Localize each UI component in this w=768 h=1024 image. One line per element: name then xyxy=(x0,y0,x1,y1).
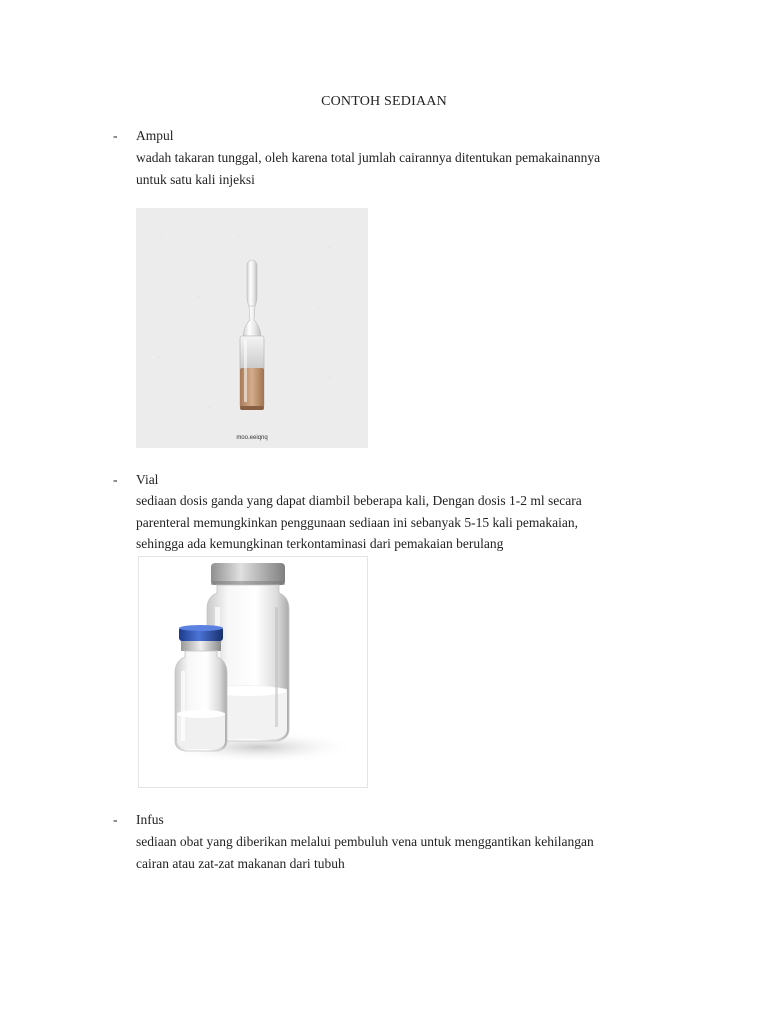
item-heading-vial: Vial xyxy=(136,472,159,487)
item-heading-ampul: Ampul xyxy=(136,128,174,143)
svg-text:~: ~ xyxy=(156,233,165,242)
ampul-illustration xyxy=(136,208,368,448)
description-line: cairan atau zat-zat makanan dari tubuh xyxy=(136,855,345,871)
page-title: CONTOH SEDIAAN xyxy=(321,94,447,109)
svg-text:~: ~ xyxy=(194,293,203,302)
description-line: sediaan dosis ganda yang dapat diambil beberapa kali, Dengan dosis 1-2 ml secara xyxy=(136,493,582,508)
description-line: sehingga ada kemungkinan terkontaminasi dari pemakaian berulang xyxy=(136,536,504,551)
description-line: sediaan obat yang diberikan melalui pembuluh vena untuk menggantikan kehilangan xyxy=(136,834,594,849)
description-line: wadah takaran tunggal, oleh karena total jumlah cairannya ditentukan pemakainannya xyxy=(136,150,601,165)
list-bullet: - xyxy=(113,472,118,487)
image-watermark-caption: moo.eeiqnq xyxy=(236,435,268,441)
list-bullet: - xyxy=(113,812,118,827)
svg-text:~: ~ xyxy=(234,231,243,240)
item-heading-infus: Infus xyxy=(136,812,164,827)
item-description-infus xyxy=(136,831,696,874)
description-line: parenteral memungkinkan penggunaan sediaan ini sebanyak 5-15 kali pemakaian, xyxy=(136,514,578,530)
description-line: untuk satu kali injeksi xyxy=(136,171,255,187)
item-description-vial xyxy=(136,490,696,555)
svg-text:~: ~ xyxy=(324,243,333,252)
list-bullet: - xyxy=(113,128,118,143)
vial-illustration xyxy=(139,557,367,787)
ampul-image xyxy=(136,208,368,448)
vial-image xyxy=(138,556,368,788)
svg-text:~: ~ xyxy=(204,403,213,412)
svg-text:~: ~ xyxy=(314,303,323,312)
item-description-ampul xyxy=(136,147,696,190)
svg-text:~: ~ xyxy=(154,353,163,362)
svg-text:~: ~ xyxy=(324,373,333,382)
